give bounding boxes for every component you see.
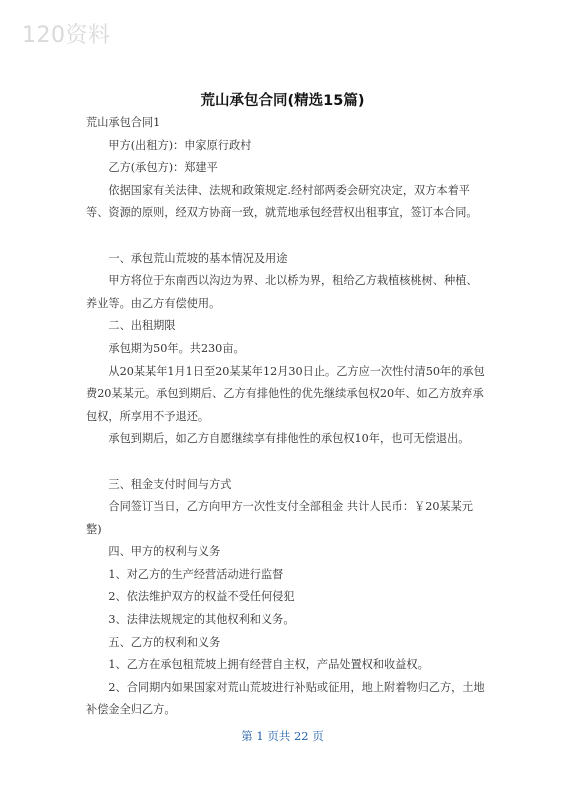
party-b: 乙方(承包方)：郑建平 [108, 161, 218, 175]
document-title: 荒山承包合同(精选15篇) [200, 93, 365, 109]
section-heading: 五、乙方的权利和义务 [108, 635, 221, 649]
page-number: 第 1 页共 22 页 [241, 729, 324, 743]
list-item: 2、合同期内如果国家对荒山荒坡进行补贴或征用，地上附着物归乙方，土地补偿金全归乙方。 [86, 680, 485, 717]
section-heading: 三、租金支付时间与方式 [108, 477, 232, 491]
paragraph: 承包到期后，如乙方自愿继续享有排他性的承包权10年，也可无偿退出。 [108, 432, 470, 446]
section-heading: 一、承包荒山荒坡的基本情况及用途 [108, 251, 288, 265]
paragraph: 甲方将位于东南西以沟边为界、北以桥为界，租给乙方栽植核桃树、种植、养业等。由乙方有偿使用。 [86, 274, 478, 310]
paragraph: 承包期为50年。共230亩。 [108, 341, 245, 355]
watermark: 120资料 [22, 23, 111, 48]
list-item: 1、对乙方的生产经营活动进行监督 [108, 567, 284, 581]
preamble-paragraph: 依据国家有关法律、法规和政策规定.经村部两委会研究决定，双方本着平等、资源的原则，经双方协商一致，就荒地承包经营权出租事宜，签订本合同。 [86, 183, 478, 220]
document-body [86, 112, 486, 722]
list-item: 3、法律法规规定的其他权利和义务。 [108, 613, 295, 627]
paragraph: 合同签订当日，乙方向甲方一次性支付全部租金 共计人民币：￥20某某元整) [86, 500, 473, 536]
contract-heading: 荒山承包合同1 [86, 116, 161, 129]
party-a: 甲方(出租方)：申家原行政村 [108, 138, 252, 152]
list-item: 2、依法维护双方的权益不受任何侵犯 [108, 590, 295, 604]
section-heading: 二、出租期限 [108, 319, 176, 333]
paragraph: 从20某某年1月1日至20某某年12月30日止。乙方应一次性付清50年的承包费20某某元。承包到期后、乙方有排他性的优先继续承包权20年、如乙方放弃承包权，所享用不予退还。 [86, 364, 485, 423]
section-heading: 四、甲方的权利与义务 [108, 545, 221, 559]
list-item: 1、乙方在承包租荒坡上拥有经营自主权，产品处置权和收益权。 [108, 658, 429, 672]
